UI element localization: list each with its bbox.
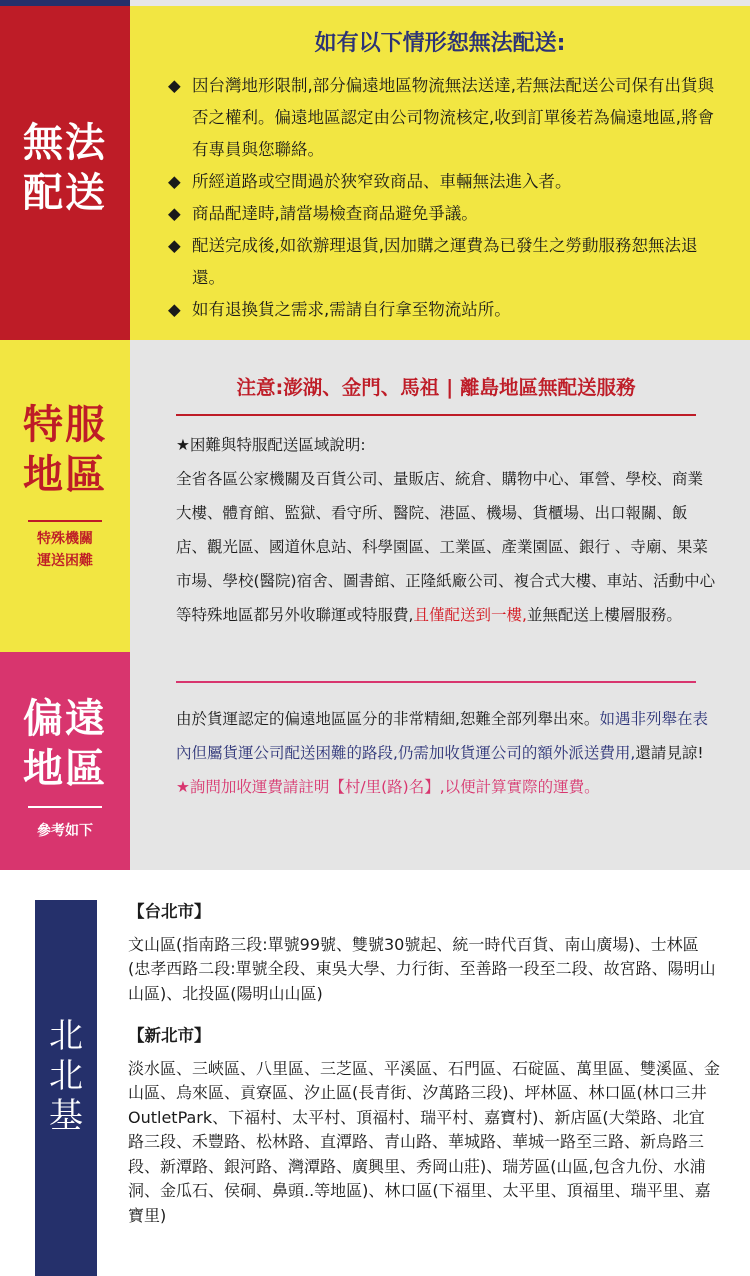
side-title-line-2: 地區 [23,746,107,792]
remote-area-side-title [0,694,130,794]
side-title-line-2: 配送 [23,170,107,216]
special-area-side-title [0,400,130,500]
list-item: ◆ 商品配達時,請當場檢查商品避免爭議。 [168,198,728,230]
region-detail-taipei: 文山區(指南路三段:單號99號、雙號30號起、統一時代百貨、南山廣場)、士林區(忠孝西路二段:單號全段、東吳大學、力行街、至善路一段至二段、故宮路、陽明山山區)、北投區(陽明山山區) [128,934,716,1003]
region-detail-new-taipei: 淡水區、三峽區、八里區、三芝區、平溪區、石門區、石碇區、萬里區、雙溪區、金山區、烏來區、貢寮區、汐止區(長青街、汐萬路三段)、坪林區、林口區(林口三井OutletPark、下福村、太平村、頂福村、瑞平村、嘉寶村)、新店區(大榮路、北宜路三段、禾豐路、松林路、直潭路、青山路、華城路、華城一路至三路、新烏路三段、新潭路、銀河路、灣潭路、廣興里、秀岡山莊)、瑞芳區(山區,包含九份、水浦洞、金瓜石、侯硐、鼻頭..等地區)、林口區(下福里、太平里、頂福里、瑞平里、嘉寶里) [128,1058,721,1225]
no-delivery-side-panel [0,6,130,340]
region-name-taipei: 【台北市】 [128,902,211,921]
north-region-side-title: 北 北 基 [49,1016,83,1136]
special-area-heading: 注意:澎湖、金門、馬祖 | 離島地區無配送服務 [236,376,636,399]
special-area-side-panel [0,340,130,652]
diamond-bullet-icon: ◆ [168,76,181,95]
special-area-body [176,428,716,632]
diamond-bullet-icon: ◆ [168,300,181,319]
list-item: ◆ 配送完成後,如欲辦理退貨,因加購之運費為已發生之勞動服務恕無法退還。 [168,230,728,294]
north-region-list [128,900,720,1246]
list-item: ◆ 因台灣地形限制,部分偏遠地區物流無法送達,若無法配送公司保有出貨與否之權利。偏遠地區認定由公司物流核定,收到訂單後若為偏遠地區,將會有專員與您聯絡。 [168,70,728,166]
no-delivery-side-title [0,118,130,218]
list-item: ◆ 所經道路或空間過於狹窄致商品、車輛無法進入者。 [168,166,728,198]
no-delivery-list [168,70,728,326]
divider [28,520,102,522]
list-item: ◆ 如有退換貨之需求,需請自行拿至物流站所。 [168,294,728,326]
heading-underline [176,414,696,416]
first-floor-only-note: 且僅配送到一樓, [413,606,527,624]
side-title-line-1: 特服 [23,402,107,448]
special-area-description: 全省各區公家機關及百貨公司、量販店、統倉、購物中心、軍營、學校、商業大樓、體育館、監獄、看守所、醫院、港區、機場、貨櫃場、出口報關、飯店、觀光區、國道休息站、科學園區、工業區、產業園區、銀行 、寺廟、果菜市場、學校(醫院)宿舍、圖書館、正隆紙廠公司、複合式大樓、車站、活動中心等特殊地區都另外收聯運或特服費,且僅配送到一樓,並無配送上樓層服務。 [176,470,716,624]
divider [176,681,696,683]
diamond-bullet-icon: ◆ [168,236,181,255]
divider [28,806,102,808]
side-title-line-1: 無法 [23,120,107,166]
diamond-bullet-icon: ◆ [168,172,181,191]
remote-area-body: 由於貨運認定的偏遠地區區分的非常精細,恕難全部列舉出來。如遇非列舉在表內但屬貨運公司配送困難的路段,仍需加收貨運公司的額外派送費用,還請見諒!★詢問加收運費請註明【村/里(路)名】,以便計算實際的運費。 [176,710,708,796]
remote-area-subtitle: 參考如下 [37,823,93,839]
side-title-line-2: 地區 [23,452,107,498]
no-delivery-heading: 如有以下情形恕無法配送: [314,31,566,56]
diamond-bullet-icon: ◆ [168,204,181,223]
region-name-new-taipei: 【新北市】 [128,1026,211,1045]
side-title-line-1: 偏遠 [23,696,107,742]
special-area-intro: ★困難與特服配送區域說明: [176,436,366,454]
special-area-subtitle: 特殊機關 運送困難 [37,531,93,569]
